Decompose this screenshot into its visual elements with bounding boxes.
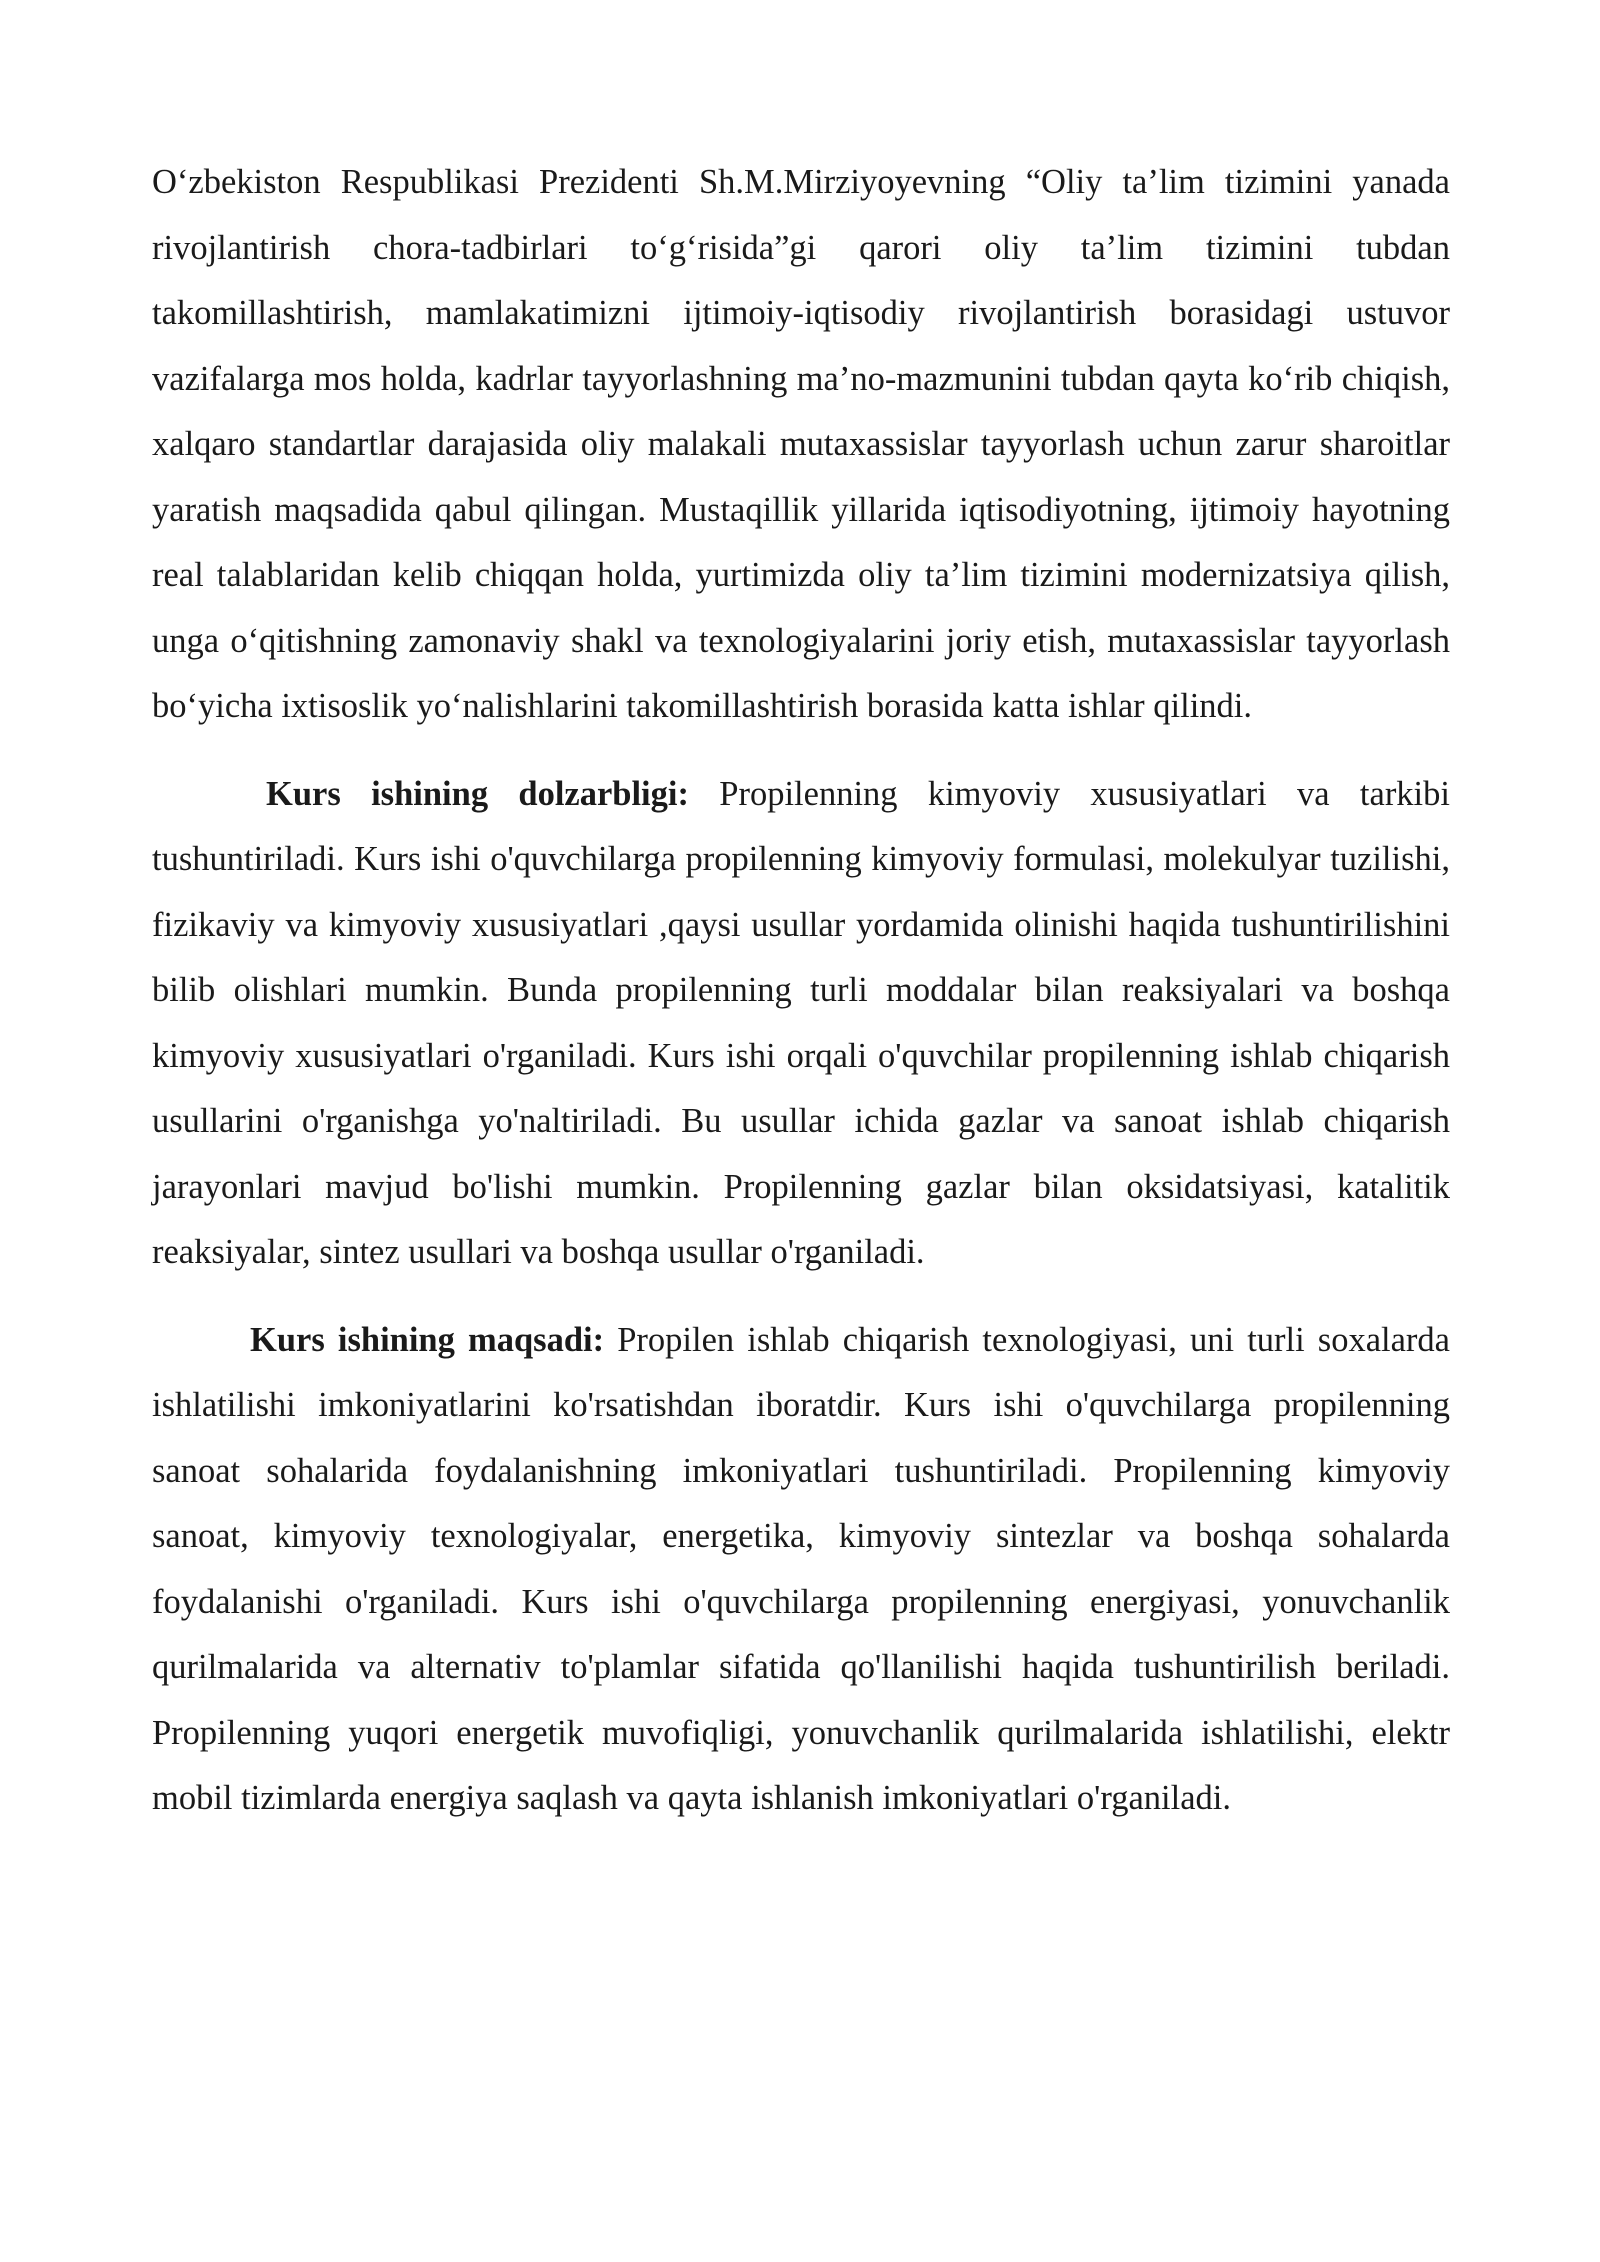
paragraph-goal-heading: Kurs ishining maqsadi: [250, 1320, 605, 1359]
paragraph-intro-text: O‘zbekiston Respublikasi Prezidenti Sh.M.Mirziyoyevning “Oliy ta’lim tizimini yanada rivojlantirish chora-tadbirlari to‘g‘risida”gi qarori oliy ta’lim tizimini tubdan takomillashtirish, mamlakatimizni ijtimoiy-iqtisodiy rivojlantirish borasidagi ustuvor vazifalarga mos holda, kadrlar tayyorlashning ma’no-mazmunini tubdan qayta ko‘rib chiqish, xalqaro standartlar darajasida oliy malakali mutaxassislar tayyorlash uchun zarur sharoitlar yaratish maqsadida qabul qilingan. Mustaqillik yillarida iqtisodiyotning, ijtimoiy hayotning real talablaridan kelib chiqqan holda, yurtimizda oliy ta’lim tizimini modernizatsiya qilish, unga o‘qitishning zamonaviy shakl va texnologiyalarini joriy etish, mutaxassislar tayyorlash bo‘yicha ixtisoslik yo‘nalishlarini takomillashtirish borasida katta ishlar qilindi. [152, 163, 1450, 725]
paragraph-relevance-text: Propilenning kimyoviy xususiyatlari va tarkibi tushuntiriladi. Kurs ishi o'quvchilarga propilenning kimyoviy formulasi, molekulyar tuzilishi, fizikaviy va kimyoviy xususiyatlari ,qaysi usullar yordamida olinishi haqida tushuntirilishini bilib olishlari mumkin. Bunda propilenning turli moddalar bilan reaksiyalari va boshqa kimyoviy xususiyatlari o'rganiladi. Kurs ishi orqali o'quvchilar propilenning ishlab chiqarish usullarini o'rganishga yo'naltiriladi. Bu usullar ichida gazlar va sanoat ishlab chiqarish jarayonlari mavjud bo'lishi mumkin. Propilenning gazlar bilan oksidatsiyasi, katalitik reaksiyalar, sintez usullari va boshqa usullar o'rganiladi. [152, 774, 1450, 1271]
paragraph-goal-text: Propilen ishlab chiqarish texnologiyasi, uni turli soxalarda ishlatilishi imkoniyatlarini ko'rsatishdan iboratdir. Kurs ishi o'quvchilarga propilenning sanoat sohalarida foydalanishning imkoniyatlari tushuntiriladi. Propilenning kimyoviy sanoat, kimyoviy texnologiyalar, energetika, kimyoviy sintezlar va boshqa sohalarda foydalanishi o'rganiladi. Kurs ishi o'quvchilarga propilenning energiyasi, yonuvchanlik qurilmalarida va alternativ to'plamlar sifatida qo'llanilishi haqida tushuntirilish beriladi. Propilenning yuqori energetik muvofiqligi, yonuvchanlik qurilmalarida ishlatilishi, elektr mobil tizimlarda energiya saqlash va qayta ishlanish imkoniyatlari o'rganiladi. [152, 1320, 1450, 1817]
paragraph-relevance [152, 762, 1450, 1286]
document-body [152, 150, 1450, 1832]
paragraph-relevance-heading: Kurs ishining dolzarbligi: [266, 774, 689, 813]
paragraph-intro [152, 150, 1450, 740]
paragraph-goal [152, 1308, 1450, 1832]
